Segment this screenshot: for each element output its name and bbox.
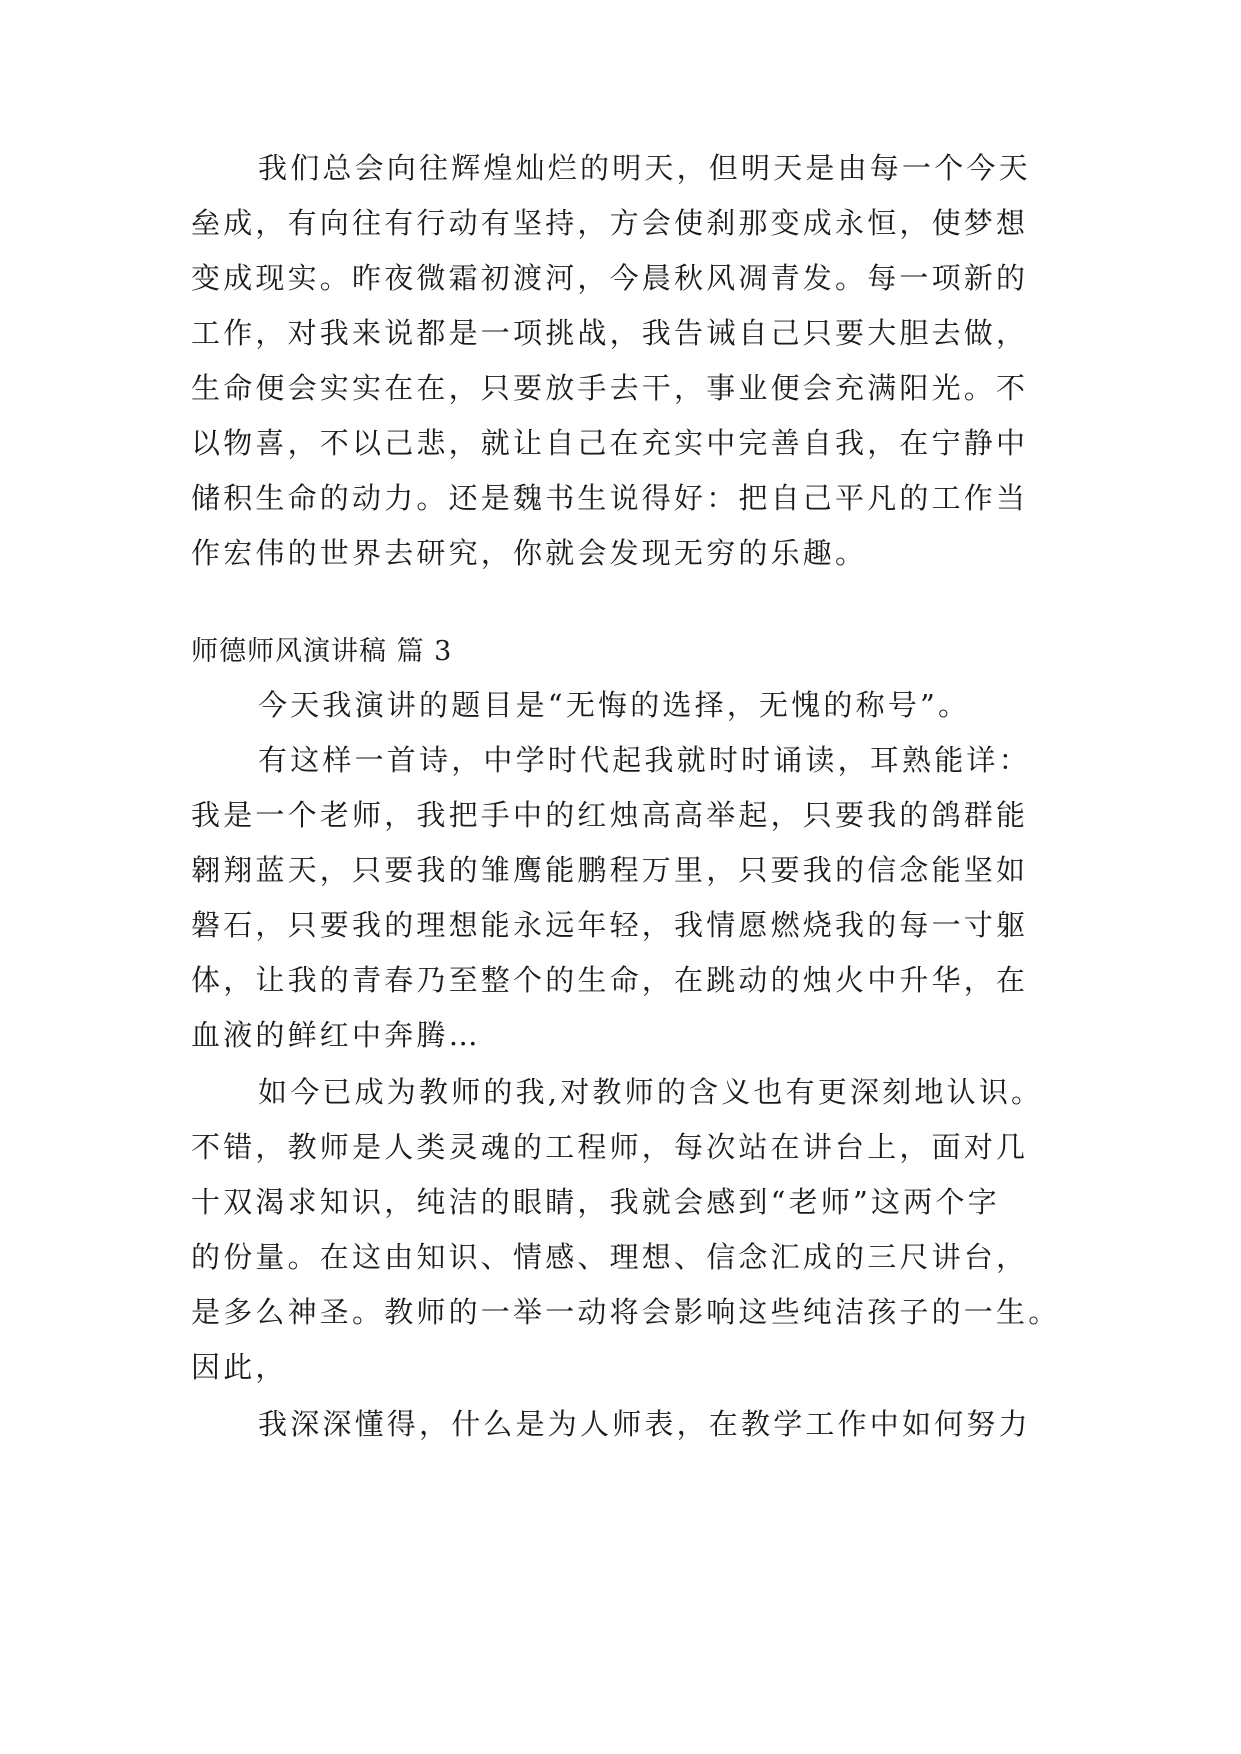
- text-line: 以物喜，不以己悲，就让自己在充实中完善自我，在宁静中: [191, 426, 1029, 460]
- text-line: 因此，: [191, 1350, 288, 1384]
- text-line: 我深深懂得，什么是为人师表，在教学工作中如何努力: [258, 1407, 1031, 1441]
- text-line: 垒成，有向往有行动有坚持，方会使刹那变成永恒，使梦想: [191, 206, 1029, 240]
- text-line: 血液的鲜红中奔腾…: [191, 1018, 481, 1052]
- text-line: 体，让我的青春乃至整个的生命，在跳动的烛火中升华，在: [191, 963, 1029, 997]
- text-line: 储积生命的动力。还是魏书生说得好：把自己平凡的工作当: [191, 481, 1029, 515]
- text-line: 我是一个老师，我把手中的红烛高高举起，只要我的鸽群能: [191, 798, 1029, 832]
- text-line: 如今已成为教师的我,对教师的含义也有更深刻地认识。: [258, 1075, 1044, 1109]
- text-line: 工作，对我来说都是一项挑战，我告诫自己只要大胆去做，: [191, 316, 1029, 350]
- text-line: 不错，教师是人类灵魂的工程师，每次站在讲台上，面对几: [191, 1130, 1029, 1164]
- text-line: 的份量。在这由知识、情感、理想、信念汇成的三尺讲台，: [191, 1240, 1029, 1274]
- text-line: 有这样一首诗，中学时代起我就时时诵读，耳熟能详：: [258, 743, 1031, 777]
- text-line: 生命便会实实在在，只要放手去干，事业便会充满阳光。不: [191, 371, 1029, 405]
- text-line: 十双渴求知识，纯洁的眼睛，我就会感到“老师”这两个字: [191, 1185, 1000, 1219]
- text-line: 磐石，只要我的理想能永远年轻，我情愿燃烧我的每一寸躯: [191, 908, 1029, 942]
- text-line: 今天我演讲的题目是“无悔的选择，无愧的称号”。: [258, 688, 971, 722]
- text-line: 我们总会向往辉煌灿烂的明天，但明天是由每一个今天: [258, 151, 1031, 185]
- section-heading: 师德师风演讲稿 篇 3: [191, 636, 453, 667]
- text-line: 作宏伟的世界去研究，你就会发现无穷的乐趣。: [191, 536, 868, 570]
- text-line: 翱翔蓝天，只要我的雏鹰能鹏程万里，只要我的信念能坚如: [191, 853, 1029, 887]
- text-line: 变成现实。昨夜微霜初渡河，今晨秋风凋青发。每一项新的: [191, 261, 1029, 295]
- text-line: 是多么神圣。教师的一举一动将会影响这些纯洁孩子的一生。: [191, 1295, 1061, 1329]
